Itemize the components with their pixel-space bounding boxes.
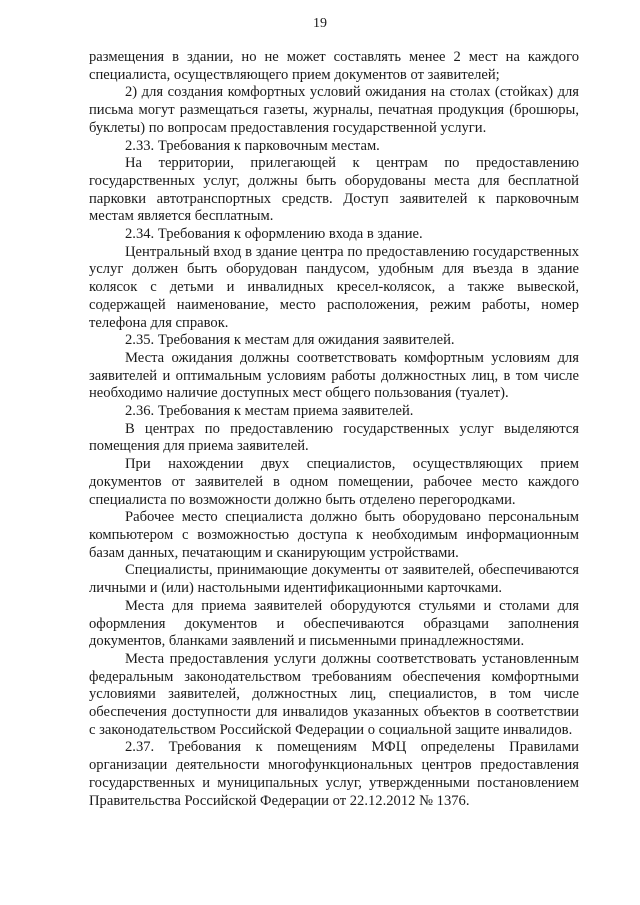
section-heading: 2.33. Требования к парковочным местам. (125, 137, 380, 154)
paragraph: 2) для создания комфортных условий ожидания на столах (стойках) для письма могут размещаться газеты, журналы, печатная продукция (брошюры, буклеты) по вопросам предоставления государственной услуги. (89, 84, 579, 136)
paragraph: Места предоставления услуги должны соответствовать установленным федеральным законодательством требованиям обеспечения комфортными условиями заявителей, должностных лиц, специалистов, в том числе обеспечения доступности для инвалидов указанных объектов в соответствии с законодательством Российской Федерации о социальной защите инвалидов. (89, 650, 579, 738)
paragraph: На территории, прилегающей к центрам по предоставлению государственных услуг, должны быть оборудованы места для бесплатной парковки автотранспортных средств. Доступ заявителей к парковочным местам является бесплатным. (89, 155, 579, 225)
page-number: 19 (313, 16, 327, 31)
paragraph: Рабочее место специалиста должно быть оборудовано персональным компьютером с возможностью доступа к необходимым информационным базам данных, печатающим и сканирующим устройствами. (89, 509, 579, 561)
document-body (89, 49, 579, 810)
paragraph: Специалисты, принимающие документы от заявителей, обеспечиваются личными и (или) настольными идентификационными карточками. (89, 562, 579, 597)
paragraph: 2.37. Требования к помещениям МФЦ определены Правилами организации деятельности многофункциональных центров предоставления государственных и муниципальных услуг, утвержденными постановлением Правительства Российской Федерации от 22.12.2012 № 1376. (89, 739, 579, 809)
paragraph: Центральный вход в здание центра по предоставлению государственных услуг должен быть оборудован пандусом, удобным для въезда в здание колясок с детьми и инвалидных кресел-колясок, а также вывеской, содержащей наименование, место расположения, режим работы, номер телефона для справок. (89, 243, 579, 331)
section-heading: 2.35. Требования к местам для ожидания заявителей. (125, 332, 455, 349)
paragraph: При нахождении двух специалистов, осуществляющих прием документов от заявителей в одном помещении, рабочее место каждого специалиста по возможности должно быть отделено перегородками. (89, 456, 579, 508)
paragraph: Места для приема заявителей оборудуются стульями и столами для оформления документов и обеспечиваются образцами заполнения документов, бланками заявлений и письменными принадлежностями. (89, 597, 579, 650)
section-heading: 2.34. Требования к оформлению входа в здание. (125, 226, 423, 243)
paragraph: В центрах по предоставлению государственных услуг выделяются помещения для приема заявителей. (89, 420, 579, 455)
section-heading: 2.36. Требования к местам приема заявителей. (125, 403, 414, 420)
paragraph: размещения в здании, но не может составлять менее 2 мест на каждого специалиста, осуществляющего прием документов от заявителей; (89, 49, 579, 83)
paragraph: Места ожидания должны соответствовать комфортным условиям для заявителей и оптимальным условиям работы должностных лиц, в том числе необходимо наличие доступных мест общего пользования (туалет). (89, 349, 579, 402)
